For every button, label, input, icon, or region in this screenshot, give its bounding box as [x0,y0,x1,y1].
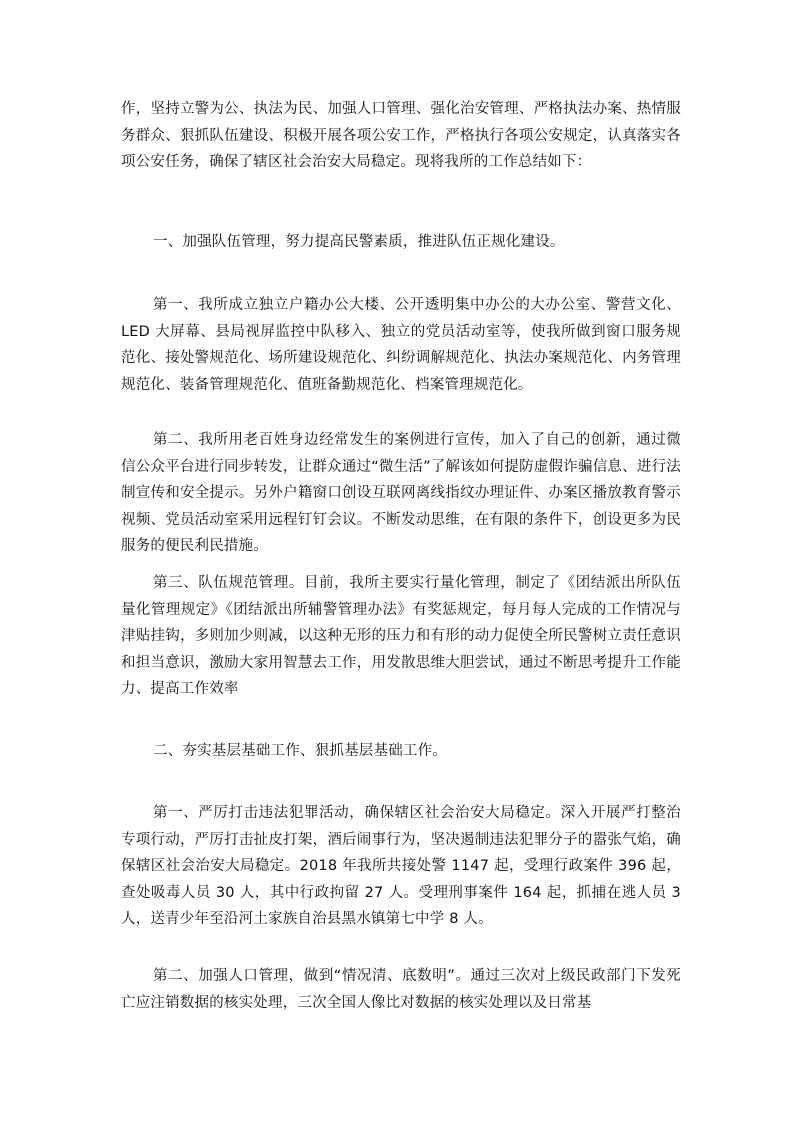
paragraph-text: 第一、严厉打击违法犯罪活动，确保辖区社会治安大局稳定。深入开展严打整治专项行动，严厉打击扯皮打架，酒后闹事行为，坚决遏制违法犯罪分子的嚣张气焰，确保辖区社会治安大局稳定。2018 年我所共接处警 1147 起，受理行政案件 396 起，查处吸毒人员 30 人，其中行政拘留 27 人。受理刑事案件 164 起，抓捕在逃人员 3 人，送青少年至沿河土家族自治县黑水镇第七中学 8 人。 [121,805,681,927]
paragraph-text: 第二、我所用老百姓身边经常发生的案例进行宣传，加入了自己的创新，通过微信公众平台进行同步转发，让群众通过“微生活”了解该如何提防虚假诈骗信息、进行法制宣传和安全提示。另外户籍窗口创设互联网离线指纹办理证件、办案区播放教育警示视频、党员活动室采用远程钉钉会议。不断发动思维，在有限的条件下，创设更多为民服务的便民利民措施。 [121,432,681,554]
section-heading-1 [121,229,681,256]
section-1-item-1 [121,292,681,398]
paragraph-text: 作，坚持立警为公、执法为民、加强人口管理、强化治安管理、严格执法办案、热情服务群众、狠抓队伍建设、积极开展各项公安工作，严格执行各项公安规定，认真落实各项公安任务，确保了辖区社会治安大局稳定。现将我所的工作总结如下： [121,101,681,170]
paragraph-text: 第三、队伍规范管理。目前，我所主要实行量化管理，制定了《团结派出所队伍量化管理规定》《团结派出所辅警管理办法》有奖惩规定，每月每人完成的工作情况与津贴挂钩，多则加少则减，以这种无形的压力和有形的动力促使全所民警树立责任意识和担当意识，激励大家用智慧去工作，用发散思维大胆尝试，通过不断思考提升工作能力、提高工作效率 [121,575,681,697]
section-heading-2 [121,738,681,765]
section-1-item-2 [121,427,681,560]
paragraph-text: 第二、加强人口管理，做到“情况清、底数明”。通过三次对上级民政部门下发死亡应注销数据的核实处理，三次全国人像比对数据的核实处理以及日常基 [121,968,681,1011]
heading-text: 一、加强队伍管理，努力提高民警素质，推进队伍正规化建设。 [153,234,565,250]
intro-paragraph [121,96,681,176]
heading-text: 二、夯实基层基础工作、狠抓基层基础工作。 [153,743,447,759]
section-2-item-2 [121,963,681,1016]
section-2-item-1 [121,800,681,933]
section-1-item-3 [121,570,681,703]
paragraph-text: 第一、我所成立独立户籍办公大楼、公开透明集中办公的大办公室、警营文化、LED 大屏幕、县局视屏监控中队移入、独立的党员活动室等，使我所做到窗口服务规范化、接处警规范化、场所建设规范化、纠纷调解规范化、执法办案规范化、内务管理规范化、装备管理规范化、值班备勤规范化、档案管理规范化。 [121,297,681,393]
